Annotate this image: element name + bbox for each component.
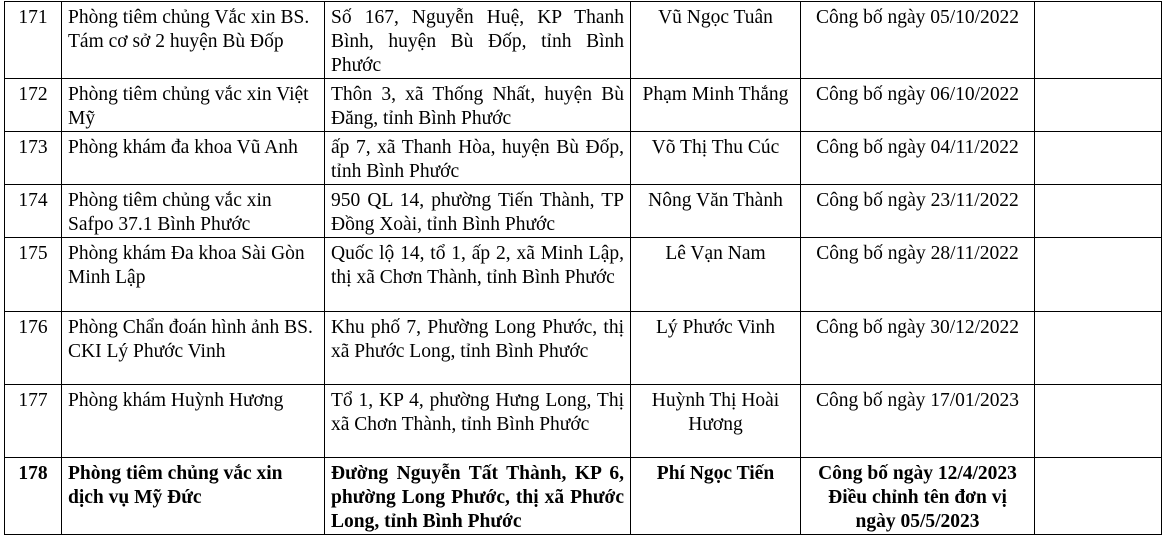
person-cell: Huỳnh Thị Hoài Hương xyxy=(631,385,801,458)
stt-cell: 176 xyxy=(5,312,62,385)
address-cell: Quốc lộ 14, tổ 1, ấp 2, xã Minh Lập, thị xã Chơn Thành, tỉnh Bình Phước xyxy=(325,238,631,312)
person-cell: Phạm Minh Thắng xyxy=(631,79,801,132)
stt-cell: 174 xyxy=(5,185,62,238)
date-cell: Công bố ngày 30/12/2022 xyxy=(801,312,1035,385)
stt-cell: 171 xyxy=(5,2,62,79)
table-row xyxy=(5,185,1162,238)
facility-name-cell: Phòng khám Đa khoa Sài Gòn Minh Lập xyxy=(62,238,325,312)
table-row xyxy=(5,79,1162,132)
note-cell xyxy=(1035,185,1162,238)
address-cell: Khu phố 7, Phường Long Phước, thị xã Phước Long, tỉnh Bình Phước xyxy=(325,312,631,385)
person-cell: Phí Ngọc Tiến xyxy=(631,458,801,535)
person-cell: Võ Thị Thu Cúc xyxy=(631,132,801,185)
facility-name-cell: Phòng tiêm chủng vắc xin dịch vụ Mỹ Đức xyxy=(62,458,325,535)
date-cell: Công bố ngày 05/10/2022 xyxy=(801,2,1035,79)
facility-table xyxy=(4,1,1162,535)
table-row xyxy=(5,385,1162,458)
note-cell xyxy=(1035,2,1162,79)
table-row xyxy=(5,2,1162,79)
facility-name-cell: Phòng tiêm chủng vắc xin Safpo 37.1 Bình Phước xyxy=(62,185,325,238)
address-cell: Thôn 3, xã Thống Nhất, huyện Bù Đăng, tỉnh Bình Phước xyxy=(325,79,631,132)
person-cell: Vũ Ngọc Tuân xyxy=(631,2,801,79)
date-cell: Công bố ngày 17/01/2023 xyxy=(801,385,1035,458)
person-cell: Lý Phước Vinh xyxy=(631,312,801,385)
date-cell: Công bố ngày 12/4/2023 Điều chỉnh tên đơn vị ngày 05/5/2023 xyxy=(801,458,1035,535)
note-cell xyxy=(1035,238,1162,312)
address-cell: 950 QL 14, phường Tiến Thành, TP Đồng Xoài, tỉnh Bình Phước xyxy=(325,185,631,238)
note-cell xyxy=(1035,458,1162,535)
address-cell: ấp 7, xã Thanh Hòa, huyện Bù Đốp, tỉnh Bình Phước xyxy=(325,132,631,185)
stt-cell: 178 xyxy=(5,458,62,535)
facility-name-cell: Phòng tiêm chủng Vắc xin BS. Tám cơ sở 2 huyện Bù Đốp xyxy=(62,2,325,79)
stt-cell: 172 xyxy=(5,79,62,132)
date-cell: Công bố ngày 04/11/2022 xyxy=(801,132,1035,185)
address-cell: Số 167, Nguyễn Huệ, KP Thanh Bình, huyện Bù Đốp, tỉnh Bình Phước xyxy=(325,2,631,79)
table-row xyxy=(5,132,1162,185)
facility-name-cell: Phòng tiêm chủng vắc xin Việt Mỹ xyxy=(62,79,325,132)
note-cell xyxy=(1035,312,1162,385)
date-cell: Công bố ngày 28/11/2022 xyxy=(801,238,1035,312)
note-cell xyxy=(1035,385,1162,458)
address-cell: Tổ 1, KP 4, phường Hưng Long, Thị xã Chơn Thành, tỉnh Bình Phước xyxy=(325,385,631,458)
date-cell: Công bố ngày 23/11/2022 xyxy=(801,185,1035,238)
date-cell: Công bố ngày 06/10/2022 xyxy=(801,79,1035,132)
stt-cell: 177 xyxy=(5,385,62,458)
table-row xyxy=(5,238,1162,312)
stt-cell: 173 xyxy=(5,132,62,185)
facility-name-cell: Phòng khám đa khoa Vũ Anh xyxy=(62,132,325,185)
table-row-highlighted xyxy=(5,458,1162,535)
note-cell xyxy=(1035,79,1162,132)
person-cell: Lê Vạn Nam xyxy=(631,238,801,312)
note-cell xyxy=(1035,132,1162,185)
person-cell: Nông Văn Thành xyxy=(631,185,801,238)
stt-cell: 175 xyxy=(5,238,62,312)
address-cell: Đường Nguyễn Tất Thành, KP 6, phường Long Phước, thị xã Phước Long, tỉnh Bình Phước xyxy=(325,458,631,535)
table-row xyxy=(5,312,1162,385)
facility-name-cell: Phòng Chẩn đoán hình ảnh BS. CKI Lý Phước Vinh xyxy=(62,312,325,385)
facility-name-cell: Phòng khám Huỳnh Hương xyxy=(62,385,325,458)
